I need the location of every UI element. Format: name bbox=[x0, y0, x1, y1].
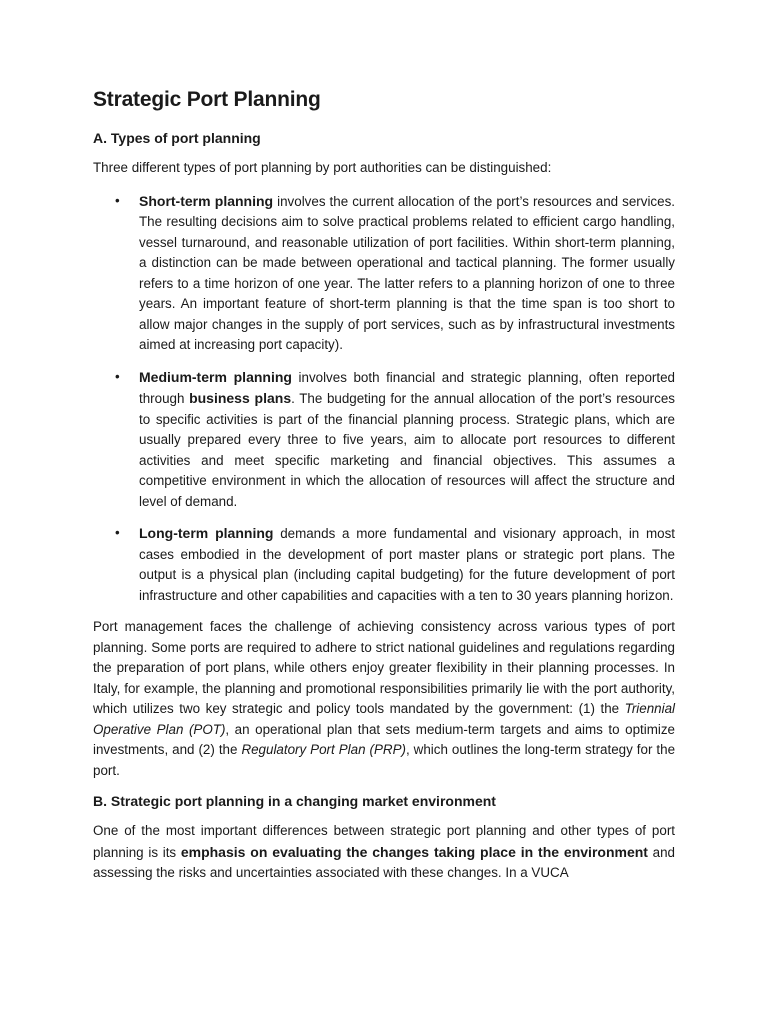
paragraph-text: , which outlines the long-term strategy for the port. bbox=[93, 742, 676, 778]
paragraph-text: , an operational plan that sets medium-term targets and aims to optimize investments, and (2) the bbox=[93, 721, 675, 757]
term-medium-term: Medium-term planning bbox=[139, 368, 292, 385]
list-item-paragraph bbox=[139, 191, 675, 356]
bullet-icon: • bbox=[115, 368, 120, 384]
paragraph-text: One of the most important differences between strategic port planning and other types of port planning is its bbox=[93, 823, 675, 860]
section-a-paragraph bbox=[93, 617, 675, 781]
list-item-paragraph bbox=[139, 523, 675, 606]
term-short-term: Short-term planning bbox=[139, 192, 274, 209]
term-long-term: Long-term planning bbox=[139, 525, 274, 541]
bullet-icon: • bbox=[115, 525, 120, 540]
emphasis-text: emphasis on evaluating the changes taking place in the environment bbox=[180, 843, 648, 860]
pot-reference: Triennial Operative Plan (POT) bbox=[93, 701, 675, 737]
list-item-paragraph bbox=[139, 367, 675, 513]
list-item-long-term bbox=[93, 523, 675, 606]
planning-types-list bbox=[93, 191, 675, 607]
section-a-intro: Three different types of port planning by port authorities can be distinguished: bbox=[93, 160, 552, 175]
section-b-paragraph bbox=[93, 821, 675, 884]
term-business-plans: business plans bbox=[189, 390, 292, 406]
document-title: Strategic Port Planning bbox=[93, 88, 321, 111]
list-item-text: involves the current allocation of the port’s resources and services. The resulting decisions aim to solve practical problems related to efficient cargo handling, vessel turnaround, and reasonable utilization of port facilities. Within short-term planning, a distinction can be made between operational and tactical planning. The former usually refers to a time horizon of one year. The latter refers to a planning horizon of one to three years. An important feature of short-term planning is that the time span is too short to allow major changes in the supply of port services, such as by infrastructural investments aimed at increasing port capacity). bbox=[139, 193, 675, 352]
paragraph-text: and assessing the risks and uncertainties associated with these changes. In a VUCA bbox=[93, 844, 676, 880]
document-body bbox=[93, 88, 675, 884]
bullet-icon: • bbox=[115, 192, 120, 208]
list-item-text: involves both financial and strategic planning, often reported through bbox=[139, 369, 675, 406]
list-item-text: . The budgeting for the annual allocation of the port’s resources to specific activities is part of the financial planning process. Strategic plans, which are usually prepared every three to five years, aim to allocate port resources to different activities and meet specific marketing and financial objectives. This assumes a competitive environment in which the allocation of resources will affect the structure and level of demand. bbox=[139, 391, 675, 509]
section-a-heading: A. Types of port planning bbox=[93, 130, 261, 146]
list-item-short-term bbox=[93, 191, 675, 356]
list-item-text: demands a more fundamental and visionary approach, in most cases embodied in the development of port master plans or strategic port plans. The output is a physical plan (including capital budgeting) for the future development of port infrastructure and other capabilities and capacities with a ten to 30 years planning horizon. bbox=[139, 526, 675, 603]
paragraph-text: Port management faces the challenge of achieving consistency across various types of port planning. Some ports are required to adhere to strict national guidelines and regulations regarding the preparation of port plans, while others enjoy greater flexibility in their planning processes. In Italy, for example, the planning and promotional responsibilities primarily lie with the port authority, which utilizes two key strategic and policy tools mandated by the government: (1) the bbox=[93, 619, 675, 716]
prp-reference: Regulatory Port Plan (PRP) bbox=[241, 742, 406, 757]
section-b-heading: B. Strategic port planning in a changing market environment bbox=[93, 793, 496, 809]
list-item-medium-term bbox=[93, 367, 675, 513]
